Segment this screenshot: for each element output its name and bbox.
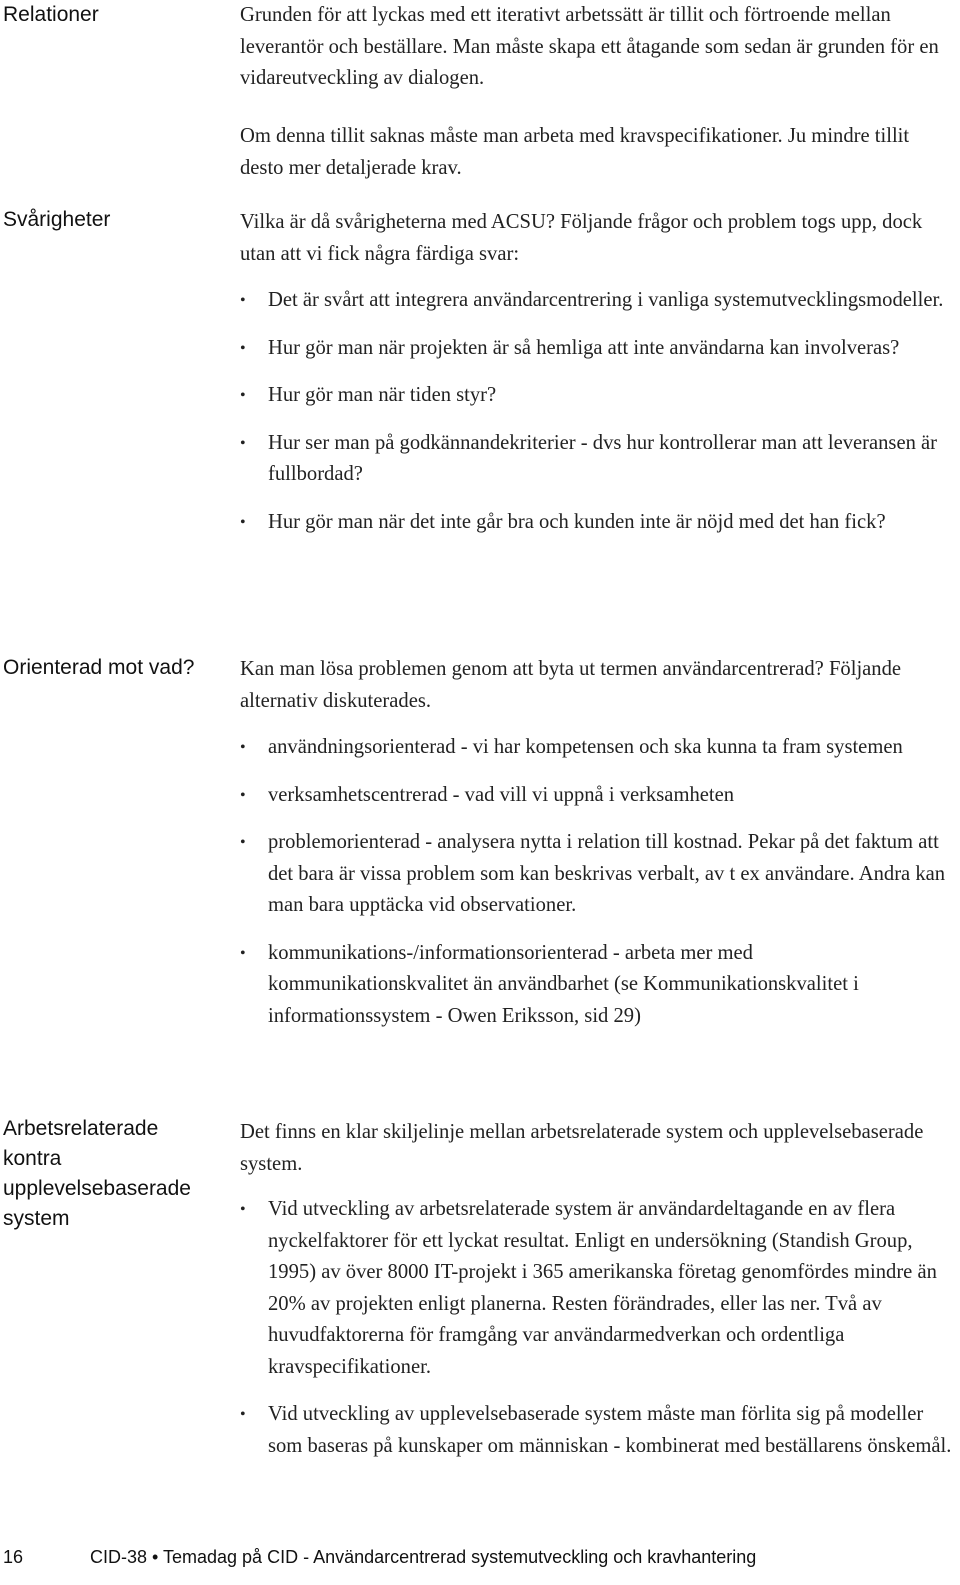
svarigheter-intro: Vilka är då svårigheterna med ACSU? Följande frågor och problem togs upp, dock utan att vi fick några färdiga svar: (240, 211, 923, 265)
section-heading-orienterad: Orienterad mot vad? (3, 656, 195, 679)
bullet-icon: • (240, 1201, 246, 1218)
bullet-icon: • (240, 1406, 246, 1423)
relationer-paragraph-1: Grunden för att lyckas med ett iterativt arbetssätt är tillit och förtroende mellan leverantör och beställare. Man måste skapa ett åtagande som sedan är grunden för en vidareutveckling av dialogen. (240, 4, 939, 89)
bullet-icon: • (240, 387, 246, 404)
section-heading-relationer: Relationer (3, 3, 99, 26)
section-heading-svarigheter: Svårigheter (3, 208, 111, 231)
list-item-text: Hur gör man när projekten är så hemliga att inte användarna kan involveras? (268, 336, 900, 359)
heading-line: upplevelsebaserade (3, 1177, 191, 1200)
list-item (240, 428, 952, 491)
bullet-icon: • (240, 434, 246, 452)
list-item (240, 507, 952, 539)
bullet-icon: • (240, 786, 246, 804)
orienterad-intro: Kan man lösa problemen genom att byta ut termen användarcentrerad? Följande alternativ diskuterades. (240, 658, 902, 712)
list-item-text: kommunikations-/informationsorienterad - arbeta mer med kommunikationskvalitet än användbarhet (se Kommunikationskvalitet i informationssystem - Owen Eriksson, sid 29) (268, 941, 859, 1027)
list-item (240, 827, 952, 922)
list-item-text: problemorienterad - analysera nytta i relation till kostnad. Pekar på det faktum att det bara är vissa problem som kan beskrivas verbalt, av t ex användare. Andra kan man bara upptäcka vid observationer. (268, 831, 946, 916)
arbetsrelaterade-bullet-list (240, 1194, 952, 1478)
list-item (240, 1194, 952, 1383)
list-item-text: verksamhetscentrerad - vad vill vi uppnå i verksamheten (268, 783, 735, 806)
list-item-text: Hur gör man när tiden styr? (268, 384, 497, 406)
list-item (240, 285, 952, 317)
list-item (240, 732, 952, 764)
bullet-icon: • (240, 339, 246, 357)
bullet-icon: • (240, 944, 246, 962)
svarigheter-bullet-list (240, 285, 952, 554)
list-item-text: Det är svårt att integrera användarcentrering i vanliga systemutvecklingsmodeller. (268, 289, 944, 311)
bullet-icon: • (240, 739, 246, 756)
list-item (240, 938, 952, 1033)
list-item-text: användningsorienterad - vi har kompetensen och ska kunna ta fram systemen (268, 736, 903, 758)
bullet-icon: • (240, 834, 246, 851)
heading-line: Arbetsrelaterade (3, 1117, 159, 1140)
list-item-text: Hur gör man när det inte går bra och kunden inte är nöjd med det han fick? (268, 510, 886, 533)
page-number: 16 (3, 1547, 24, 1567)
list-item (240, 380, 952, 412)
footer-text: CID-38 • Temadag på CID - Användarcentrerad systemutveckling och kravhantering (90, 1547, 757, 1567)
heading-line: kontra (3, 1147, 62, 1170)
arbetsrelaterade-intro: Det finns en klar skiljelinje mellan arbetsrelaterade system och upplevelsebaserade system. (240, 1121, 924, 1175)
orienterad-bullet-list (240, 732, 952, 1048)
relationer-paragraph-2: Om denna tillit saknas måste man arbeta med kravspecifikationer. Ju mindre tillit desto mer detaljerade krav. (240, 125, 910, 179)
section-heading-arbetsrelaterade (3, 1114, 191, 1234)
heading-line: system (3, 1207, 70, 1230)
list-item-text: Vid utveckling av arbetsrelaterade system är användardeltagande en av flera nyckelfaktorer för ett lyckat resultat. Enligt en undersökning (Standish Group, 1995) av över 8000 IT-projekt i 365 amerikanska företag genomfördes mindre än 20% av projekten enligt planerna. Resten förändrades, eller las ner. Två av huvudfaktorerna för framgång var användarmedverkan och ordentliga kravspecifikationer. (268, 1198, 937, 1378)
list-item-text: Vid utveckling av upplevelsebaserade system måste man förlita sig på modeller som baseras på kunskaper om människan - kombinerat med beställarens önskemål. (268, 1403, 952, 1457)
list-item (240, 333, 952, 365)
bullet-icon: • (240, 513, 246, 531)
bullet-icon: • (240, 292, 246, 309)
list-item (240, 1399, 952, 1462)
list-item (240, 780, 952, 812)
list-item-text: Hur ser man på godkännandekriterier - dvs hur kontrollerar man att leveransen är fullbordad? (268, 431, 938, 485)
